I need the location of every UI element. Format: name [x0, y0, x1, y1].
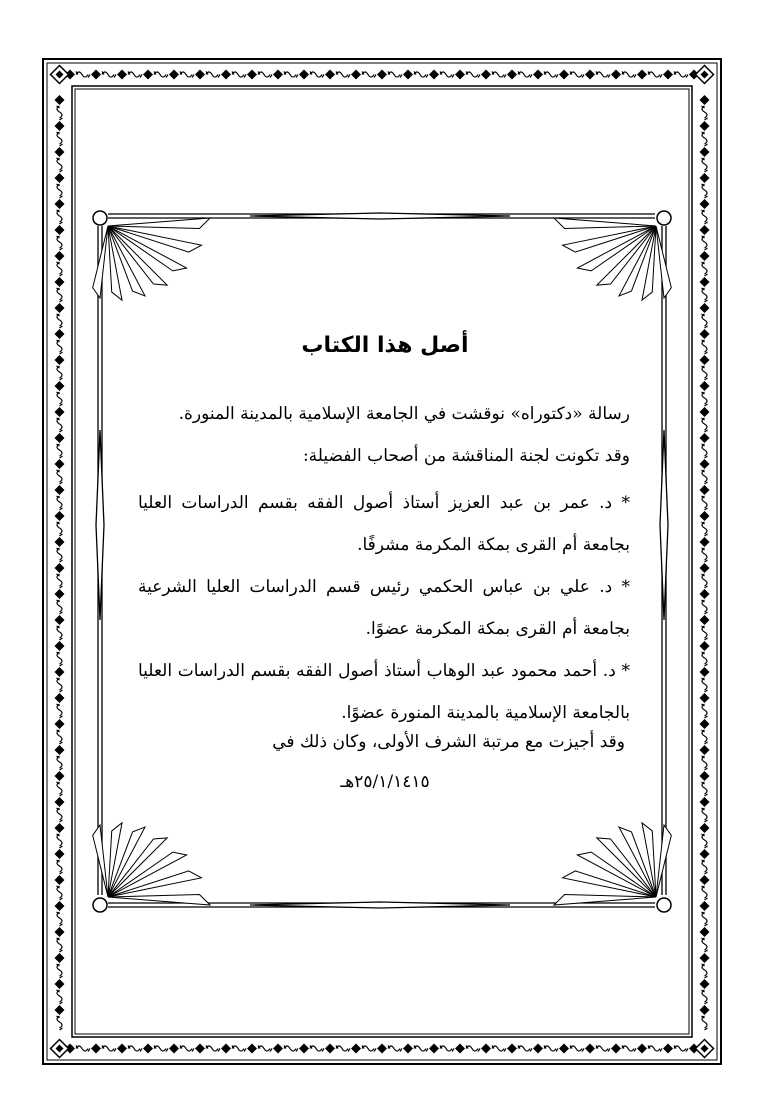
scroll-ornament — [702, 574, 708, 588]
diamond-ornament — [533, 70, 543, 80]
scroll-ornament — [57, 886, 63, 900]
diamond-ornament — [247, 1044, 257, 1054]
corner-circle — [93, 898, 107, 912]
scroll-ornament — [57, 288, 63, 302]
committee-member-1: * د. عمر بن عبد العزيز أستاذ أصول الفقه بقسم الدراسات العليا بجامعة أم القرى بمكة المكرمة مشرفًا. — [138, 493, 630, 555]
scroll-ornament — [362, 72, 376, 78]
diamond-ornament — [55, 173, 65, 183]
scroll-ornament — [128, 72, 142, 78]
diamond-ornament — [195, 1044, 205, 1054]
diamond-ornament — [91, 1044, 101, 1054]
diamond-ornament — [55, 641, 65, 651]
diamond-ornament — [700, 407, 710, 417]
scroll-ornament — [57, 340, 63, 354]
scroll-ornament — [702, 340, 708, 354]
scroll-ornament — [414, 1046, 428, 1052]
scroll-ornament — [702, 886, 708, 900]
diamond-ornament — [55, 823, 65, 833]
scroll-ornament — [57, 912, 63, 926]
diamond-ornament — [700, 225, 710, 235]
scroll-ornament — [57, 210, 63, 224]
scroll-ornament — [702, 808, 708, 822]
scroll-ornament — [440, 72, 454, 78]
scroll-ornament — [57, 236, 63, 250]
scroll-ornament — [57, 366, 63, 380]
diamond-ornament — [55, 771, 65, 781]
diamond-ornament — [55, 147, 65, 157]
diamond-ornament — [700, 979, 710, 989]
scroll-ornament — [336, 72, 350, 78]
diamond-ornament — [403, 70, 413, 80]
diamond-ornament — [221, 1044, 231, 1054]
scroll-ornament — [702, 210, 708, 224]
diamond-ornament — [403, 1044, 413, 1054]
diamond-ornament — [700, 875, 710, 885]
diamond-ornament — [55, 1005, 65, 1015]
diamond-ornament — [195, 70, 205, 80]
scroll-ornament — [702, 730, 708, 744]
diamond-ornament — [55, 251, 65, 261]
scroll-ornament — [57, 470, 63, 484]
diamond-ornament — [700, 329, 710, 339]
diamond-ornament — [169, 70, 179, 80]
scroll-ornament — [57, 158, 63, 172]
scroll-ornament — [702, 106, 708, 120]
diamond-ornament — [700, 953, 710, 963]
scroll-ornament — [232, 1046, 246, 1052]
scroll-ornament — [702, 288, 708, 302]
scroll-ornament — [570, 1046, 584, 1052]
diamond-ornament — [55, 693, 65, 703]
diamond-ornament — [533, 1044, 543, 1054]
diamond-ornament — [700, 823, 710, 833]
scroll-ornament — [57, 574, 63, 588]
diamond-ornament — [559, 70, 569, 80]
scroll-ornament — [57, 600, 63, 614]
scroll-ornament — [702, 938, 708, 952]
scroll-ornament — [702, 158, 708, 172]
scroll-ornament — [57, 782, 63, 796]
scroll-ornament — [492, 1046, 506, 1052]
diamond-ornament — [221, 70, 231, 80]
scroll-ornament — [102, 1046, 116, 1052]
diamond-ornament — [55, 667, 65, 677]
scroll-ornament — [702, 964, 708, 978]
diamond-ornament — [700, 199, 710, 209]
scroll-ornament — [57, 964, 63, 978]
diamond-ornament — [611, 70, 621, 80]
scroll-ornament — [57, 730, 63, 744]
scroll-ornament — [702, 496, 708, 510]
diamond-ornament — [700, 901, 710, 911]
diamond-ornament — [700, 927, 710, 937]
scroll-ornament — [57, 626, 63, 640]
diamond-ornament — [481, 1044, 491, 1054]
scroll-ornament — [702, 366, 708, 380]
diamond-ornament — [700, 433, 710, 443]
scroll-ornament — [57, 756, 63, 770]
diamond-ornament — [700, 771, 710, 781]
scroll-ornament — [702, 444, 708, 458]
scroll-ornament — [518, 72, 532, 78]
diamond-ornament — [700, 667, 710, 677]
diamond-ornament — [351, 1044, 361, 1054]
scroll-ornament — [388, 1046, 402, 1052]
sunburst-ray — [93, 226, 108, 298]
diamond-ornament — [700, 303, 710, 313]
diamond-ornament — [55, 121, 65, 131]
scroll-ornament — [57, 522, 63, 536]
diamond-ornament — [700, 147, 710, 157]
scroll-ornament — [702, 782, 708, 796]
diamond-ornament — [117, 70, 127, 80]
scroll-ornament — [414, 72, 428, 78]
diamond-ornament — [351, 70, 361, 80]
scroll-ornament — [57, 314, 63, 328]
scroll-ornament — [206, 1046, 220, 1052]
scroll-ornament — [702, 262, 708, 276]
sunburst-ray — [642, 226, 656, 300]
scroll-ornament — [702, 912, 708, 926]
scroll-ornament — [702, 132, 708, 146]
scroll-ornament — [544, 72, 558, 78]
diamond-ornament — [55, 849, 65, 859]
scroll-ornament — [76, 72, 90, 78]
diamond-ornament — [273, 70, 283, 80]
sunburst-ray — [108, 226, 122, 300]
scroll-ornament — [702, 418, 708, 432]
diamond-ornament — [325, 70, 335, 80]
scroll-ornament — [648, 1046, 662, 1052]
scroll-ornament — [154, 1046, 168, 1052]
diamond-ornament — [55, 381, 65, 391]
diamond-ornament — [55, 329, 65, 339]
scroll-ornament — [702, 678, 708, 692]
scroll-ornament — [702, 470, 708, 484]
diamond-ornament — [700, 615, 710, 625]
diamond-ornament — [663, 70, 673, 80]
scroll-ornament — [622, 1046, 636, 1052]
diamond-ornament — [700, 121, 710, 131]
diamond-ornament — [700, 277, 710, 287]
committee-member-3: * د. أحمد محمود عبد الوهاب أستاذ أصول الفقه بقسم الدراسات العليا بالجامعة الإسلامية بالمدينة المنورة عضوًا. — [138, 661, 630, 723]
scroll-ornament — [57, 106, 63, 120]
diamond-ornament — [700, 849, 710, 859]
scroll-ornament — [674, 72, 688, 78]
scroll-ornament — [702, 1016, 708, 1030]
scroll-ornament — [310, 1046, 324, 1052]
diamond-ornament — [143, 70, 153, 80]
scroll-ornament — [440, 1046, 454, 1052]
scroll-ornament — [702, 990, 708, 1004]
scroll-ornament — [702, 860, 708, 874]
diamond-ornament — [299, 70, 309, 80]
scroll-ornament — [702, 652, 708, 666]
scroll-ornament — [57, 1016, 63, 1030]
scroll-ornament — [154, 72, 168, 78]
scroll-ornament — [596, 1046, 610, 1052]
scroll-ornament — [258, 1046, 272, 1052]
scroll-ornament — [57, 444, 63, 458]
scroll-ornament — [57, 678, 63, 692]
scroll-ornament — [57, 418, 63, 432]
diamond-ornament — [455, 70, 465, 80]
scroll-ornament — [180, 72, 194, 78]
diamond-ornament — [55, 277, 65, 287]
diamond-ornament — [55, 459, 65, 469]
sunburst-ray — [642, 823, 656, 897]
scroll-ornament — [702, 626, 708, 640]
scroll-ornament — [57, 496, 63, 510]
sunburst-ray — [656, 226, 671, 298]
diamond-ornament — [507, 70, 517, 80]
scroll-ornament — [310, 72, 324, 78]
diamond-ornament — [91, 70, 101, 80]
scroll-ornament — [57, 938, 63, 952]
sunburst-ray — [554, 218, 656, 228]
scroll-ornament — [57, 548, 63, 562]
corner-circle — [93, 211, 107, 225]
sunburst-ray — [563, 871, 656, 897]
scroll-ornament — [702, 392, 708, 406]
diamond-ornament — [55, 433, 65, 443]
diamond-ornament — [55, 303, 65, 313]
diamond-ornament — [507, 1044, 517, 1054]
scroll-ornament — [702, 184, 708, 198]
scroll-ornament — [76, 1046, 90, 1052]
diamond-ornament — [299, 1044, 309, 1054]
diamond-ornament — [55, 615, 65, 625]
scroll-ornament — [466, 1046, 480, 1052]
scroll-ornament — [180, 1046, 194, 1052]
scroll-ornament — [128, 1046, 142, 1052]
diamond-ornament — [700, 537, 710, 547]
diamond-ornament — [273, 1044, 283, 1054]
diamond-ornament — [637, 70, 647, 80]
diamond-ornament — [117, 1044, 127, 1054]
diamond-ornament — [455, 1044, 465, 1054]
scroll-ornament — [284, 72, 298, 78]
page-title: أصل هذا الكتاب — [301, 333, 469, 358]
diamond-ornament — [700, 797, 710, 807]
diamond-ornament — [55, 745, 65, 755]
sunburst-ray — [108, 823, 122, 897]
diamond-ornament — [55, 537, 65, 547]
diamond-ornament — [637, 1044, 647, 1054]
scroll-ornament — [57, 860, 63, 874]
scroll-ornament — [232, 72, 246, 78]
scroll-ornament — [648, 72, 662, 78]
sunburst-ray — [93, 825, 108, 897]
scroll-ornament — [702, 236, 708, 250]
diamond-ornament — [700, 563, 710, 573]
diamond-ornament — [700, 589, 710, 599]
diamond-ornament — [700, 459, 710, 469]
scroll-ornament — [702, 314, 708, 328]
diamond-ornament — [559, 1044, 569, 1054]
sunburst-ray — [108, 871, 201, 897]
scroll-ornament — [596, 72, 610, 78]
corner-circle — [657, 211, 671, 225]
diamond-ornament — [700, 485, 710, 495]
scroll-ornament — [206, 72, 220, 78]
diamond-ornament — [55, 95, 65, 105]
diamond-ornament — [700, 745, 710, 755]
diamond-ornament — [55, 927, 65, 937]
scroll-ornament — [57, 262, 63, 276]
scroll-ornament — [57, 652, 63, 666]
diamond-ornament — [55, 797, 65, 807]
scroll-ornament — [258, 72, 272, 78]
diamond-ornament — [55, 511, 65, 521]
diamond-ornament — [700, 641, 710, 651]
diamond-ornament — [700, 251, 710, 261]
scroll-ornament — [57, 132, 63, 146]
scroll-ornament — [388, 72, 402, 78]
scroll-ornament — [362, 1046, 376, 1052]
diamond-ornament — [169, 1044, 179, 1054]
scroll-ornament — [102, 72, 116, 78]
diamond-ornament — [55, 407, 65, 417]
diamond-ornament — [55, 719, 65, 729]
diamond-ornament — [55, 901, 65, 911]
diamond-ornament — [429, 1044, 439, 1054]
scroll-ornament — [57, 808, 63, 822]
scroll-ornament — [702, 756, 708, 770]
diamond-ornament — [55, 589, 65, 599]
diamond-ornament — [429, 70, 439, 80]
corner-circle — [657, 898, 671, 912]
diamond-ornament — [55, 979, 65, 989]
sunburst-ray — [108, 226, 201, 252]
diamond-ornament — [611, 1044, 621, 1054]
intro-text: رسالة «دكتوراه» نوقشت في الجامعة الإسلامية بالمدينة المنورة. — [178, 404, 630, 424]
scroll-ornament — [284, 1046, 298, 1052]
scroll-ornament — [674, 1046, 688, 1052]
diamond-ornament — [700, 719, 710, 729]
scroll-ornament — [702, 704, 708, 718]
diamond-ornament — [55, 355, 65, 365]
diamond-ornament — [55, 875, 65, 885]
diamond-ornament — [55, 225, 65, 235]
diamond-ornament — [585, 1044, 595, 1054]
scroll-ornament — [518, 1046, 532, 1052]
scroll-ornament — [57, 704, 63, 718]
committee-member-2: * د. علي بن عباس الحكمي رئيس قسم الدراسات العليا الشرعية بجامعة أم القرى بمكة المكرمة عضوًا. — [138, 577, 630, 639]
sunburst-ray — [656, 825, 671, 897]
committee-intro-text: وقد تكونت لجنة المناقشة من أصحاب الفضيلة: — [302, 446, 630, 466]
diamond-ornament — [700, 693, 710, 703]
sunburst-ray — [563, 226, 656, 252]
sunburst-ray — [108, 218, 210, 228]
scroll-ornament — [570, 72, 584, 78]
scroll-ornament — [702, 834, 708, 848]
diamond-ornament — [247, 70, 257, 80]
scroll-ornament — [336, 1046, 350, 1052]
diamond-ornament — [325, 1044, 335, 1054]
scroll-ornament — [492, 72, 506, 78]
scroll-ornament — [702, 548, 708, 562]
diamond-ornament — [700, 95, 710, 105]
diamond-ornament — [700, 355, 710, 365]
grade-text: وقد أجيزت مع مرتبة الشرف الأولى، وكان ذلك في — [272, 732, 625, 752]
scroll-ornament — [622, 72, 636, 78]
scroll-ornament — [57, 392, 63, 406]
diamond-ornament — [377, 1044, 387, 1054]
date-text: ٢٥/١/١٤١٥هـ — [340, 772, 430, 792]
diamond-ornament — [481, 70, 491, 80]
diamond-ornament — [700, 1005, 710, 1015]
diamond-ornament — [663, 1044, 673, 1054]
scroll-ornament — [57, 990, 63, 1004]
diamond-ornament — [55, 199, 65, 209]
scroll-ornament — [702, 600, 708, 614]
scroll-ornament — [702, 522, 708, 536]
diamond-ornament — [700, 511, 710, 521]
scroll-ornament — [466, 72, 480, 78]
diamond-ornament — [377, 70, 387, 80]
diamond-ornament — [700, 173, 710, 183]
diamond-ornament — [143, 1044, 153, 1054]
scroll-ornament — [544, 1046, 558, 1052]
diamond-ornament — [55, 485, 65, 495]
diamond-ornament — [55, 563, 65, 573]
diamond-ornament — [700, 381, 710, 391]
diamond-ornament — [55, 953, 65, 963]
scroll-ornament — [57, 184, 63, 198]
diamond-ornament — [585, 70, 595, 80]
scroll-ornament — [57, 834, 63, 848]
